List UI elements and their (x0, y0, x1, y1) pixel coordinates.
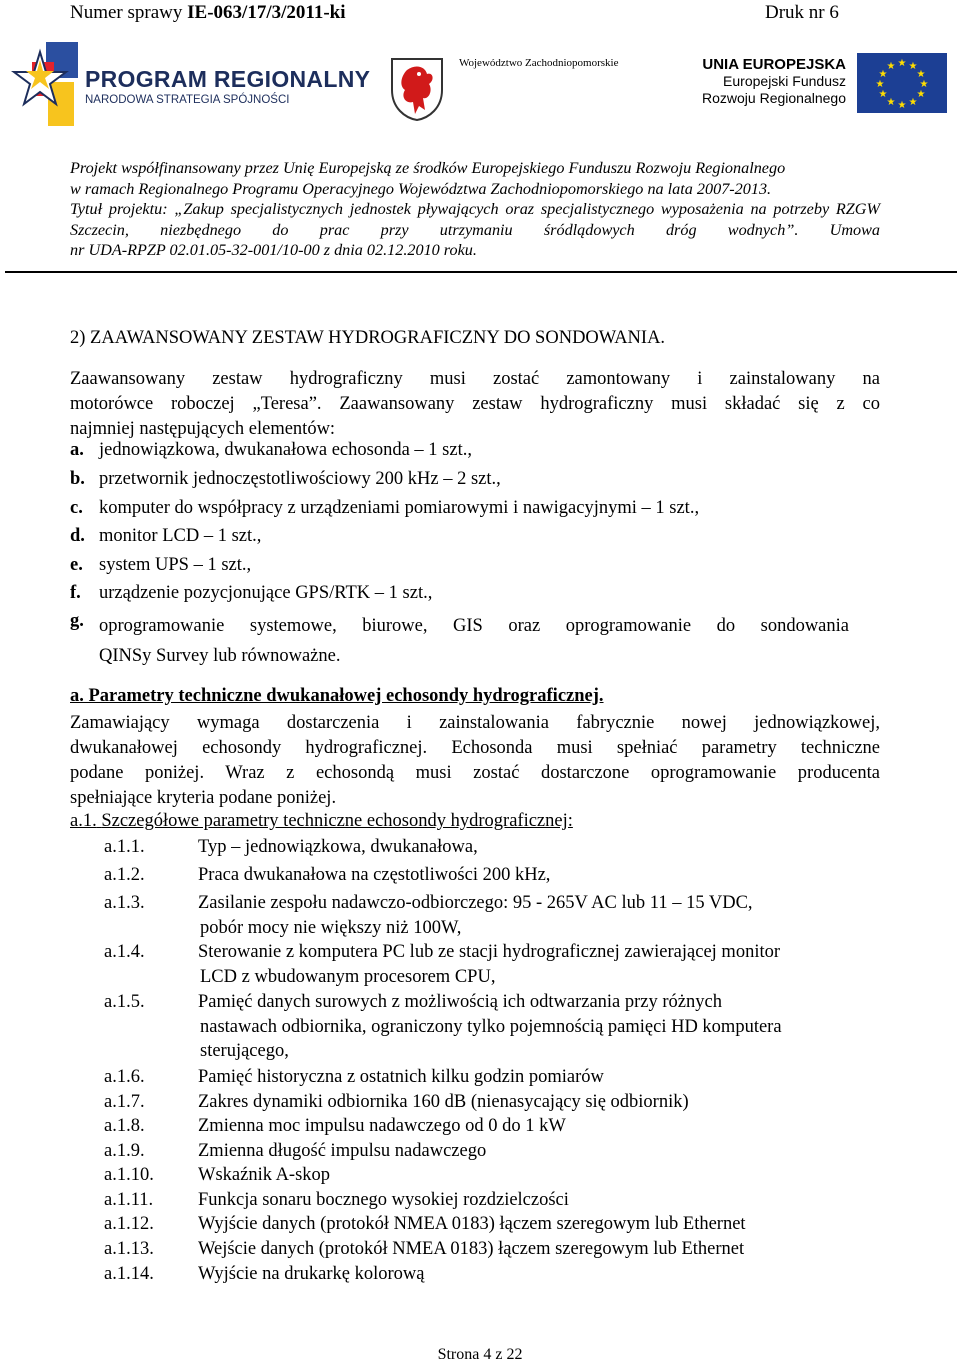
parameter-row (104, 1065, 884, 1090)
parameter-code: a.1.9. (104, 1141, 145, 1161)
parameter-code: a.1.6. (104, 1067, 145, 1087)
parameter-row (104, 990, 884, 1064)
parameter-code: a.1.1. (104, 837, 145, 857)
parameter-text: Wejście danych (protokół NMEA 0183) łączem szeregowym lub Ethernet (198, 1239, 745, 1259)
svg-text:★: ★ (908, 61, 918, 72)
parameter-text: Funkcja sonaru bocznego wysokiej rozdzielczości (198, 1190, 569, 1210)
svg-text:★: ★ (897, 58, 907, 69)
parameter-text: Wskaźnik A-skop (198, 1165, 331, 1185)
project-line-1: Projekt współfinansowany przez Unię Europejską ze środków Europejskiego Funduszu Rozwoju Regionalnego (70, 159, 786, 177)
intro-line-3: najmniej następujących elementów: (70, 419, 336, 439)
list-item: g. oprogramowanie systemowe, biurowe, GIS oraz oprogramowanie do sondowania QINSy Survey lub równoważne. (70, 611, 849, 666)
intro-line-1: Zaawansowany zestaw hydrograficzny musi zostać zamontowany i zainstalowany na (70, 369, 880, 389)
parameter-text: Zakres dynamiki odbiornika 160 dB (nienasycający się odbiornik) (198, 1092, 689, 1112)
parameter-code: a.1.5. (104, 992, 145, 1012)
project-cofinancing (70, 158, 880, 199)
header-divider (5, 271, 957, 273)
parameter-row (104, 1163, 884, 1188)
svg-text:★: ★ (916, 69, 926, 80)
project-title-last: nr UDA-RPZP 02.01.05-32-001/10-00 z dnia 02.12.2010 roku. (70, 241, 477, 259)
parameter-row (104, 891, 884, 940)
parameter-row (104, 863, 884, 888)
svg-text:★: ★ (908, 97, 918, 108)
svg-text:★: ★ (878, 89, 888, 100)
eu-label (690, 56, 846, 107)
parameter-code: a.1.4. (104, 942, 145, 962)
list-item: d. monitor LCD – 1 szt., (70, 526, 262, 546)
parameter-text: Pamięć historyczna z ostatnich kilku godzin pomiarów (198, 1067, 604, 1087)
parameter-text: Zmienna długość impulsu nadawczego (198, 1141, 487, 1161)
case-number-value: IE-063/17/3/2011-ki (187, 2, 346, 23)
parameter-row (104, 1262, 884, 1287)
svg-text:★: ★ (916, 89, 926, 100)
elements-list (70, 440, 880, 670)
parameter-row (104, 1090, 884, 1115)
parameter-text: Wyjście danych (protokół NMEA 0183) łączem szeregowym lub Ethernet (198, 1214, 746, 1234)
parameter-code: a.1.13. (104, 1239, 154, 1259)
svg-text:★: ★ (886, 61, 896, 72)
parameter-code: a.1.12. (104, 1214, 154, 1234)
subsection-a1-title: a.1. Szczegółowe parametry techniczne echosondy hydrograficznej: (70, 811, 573, 831)
list-item: a. jednowiązkowa, dwukanałowa echosonda – 1 szt., (70, 440, 472, 460)
parameter-code: a.1.7. (104, 1092, 145, 1112)
project-line-2: w ramach Regionalnego Programu Operacyjnego Województwa Zachodniopomorskiego na lata 2007-2013. (70, 179, 772, 198)
program-title: PROGRAM REGIONALNY (85, 66, 371, 92)
eu-title: UNIA EUROPEJSKA (702, 56, 846, 73)
svg-text:★: ★ (886, 97, 896, 108)
parameter-row (104, 1237, 884, 1262)
case-number: Numer sprawy IE-063/17/3/2011-ki (70, 2, 346, 23)
program-subtitle: NARODOWA STRATEGIA SPÓJNOŚCI (85, 94, 290, 106)
parameter-row (104, 1188, 884, 1213)
parameter-text: Praca dwukanałowa na częstotliwości 200 kHz, (198, 865, 551, 885)
eu-flag-icon (857, 53, 947, 113)
parameter-code: a.1.2. (104, 865, 145, 885)
eu-fund-line1: Europejski Fundusz (723, 73, 846, 89)
project-title-main: Tytuł projektu: „Zakup specjalistycznych jednostek pływających oraz specjalistycznego wyposażenia na potrzeby RZGW Szczecin, niezbędnego do prac przy utrzymaniu śródlądowych dróg wodnych”. Umowa (70, 200, 880, 239)
parameter-row (104, 1114, 884, 1139)
parameter-text: Typ – jednowiązkowa, dwukanałowa, (198, 837, 478, 857)
svg-text:★: ★ (878, 69, 888, 80)
parameter-row (104, 1139, 884, 1164)
program-regionalny-logo (8, 38, 371, 130)
subsection-a-title: a. Parametry techniczne dwukanałowej echosondy hydrograficznej. (70, 686, 604, 706)
print-number: Druk nr 6 (765, 2, 839, 23)
parameter-text: Zmienna moc impulsu nadawczego od 0 do 1 kW (198, 1116, 566, 1136)
list-item: c. komputer do współpracy z urządzeniami pomiarowymi i nawigacyjnymi – 1 szt., (70, 498, 700, 518)
project-title (70, 199, 880, 261)
parameter-text: Sterowanie z komputera PC lub ze stacji hydrograficznej zawierającej monitor (198, 942, 781, 962)
list-item: f. urządzenie pozycjonujące GPS/RTK – 1 szt., (70, 583, 433, 603)
parameter-row (104, 940, 884, 989)
voivodeship-label: Województwo Zachodniopomorskie (459, 57, 619, 69)
program-star-icon (8, 38, 88, 130)
parameter-text: LCD z wbudowanym procesorem CPU, (200, 966, 496, 987)
subsection-a-paragraph: Zamawiający wymaga dostarczenia i zainstalowania fabrycznie nowej jednowiązkowej, dwukanałowej echosondy hydrograficznej. Echosonda musi spełniać parametry techniczne podane poniżej. Wraz z echosondą musi zostać dostarczone oprogramowanie producenta spełniające kryteria podane poniżej. (70, 713, 880, 808)
list-item: b. przetwornik jednoczęstotliwościowy 200 kHz – 2 szt., (70, 469, 501, 489)
parameter-text: pobór mocy nie większy niż 100W, (200, 917, 462, 938)
parameter-row (104, 1212, 884, 1237)
svg-text:★: ★ (897, 100, 907, 111)
list-item: e. system UPS – 1 szt., (70, 555, 252, 575)
parameter-code: a.1.8. (104, 1116, 145, 1136)
section-title: 2) ZAAWANSOWANY ZESTAW HYDROGRAFICZNY DO SONDOWANIA. (70, 328, 666, 348)
griffin-crest-icon (389, 56, 445, 122)
parameter-code: a.1.14. (104, 1264, 154, 1284)
page-number: Strona 4 z 22 (437, 1346, 523, 1363)
parameter-text: Zasilanie zespołu nadawczo-odbiorczego: 95 - 265V AC lub 11 – 15 VDC, (198, 893, 753, 913)
parameter-text: Pamięć danych surowych z możliwością ich odtwarzania przy różnych (198, 992, 722, 1012)
parameter-code: a.1.3. (104, 893, 145, 913)
section-intro (70, 367, 880, 442)
svg-text:★: ★ (875, 79, 885, 90)
svg-text:★: ★ (919, 79, 929, 90)
parameter-row (104, 835, 884, 860)
parameter-code: a.1.10. (104, 1165, 154, 1185)
parameter-text: Wyjście na drukarkę kolorową (198, 1264, 425, 1284)
parameter-code: a.1.11. (104, 1190, 154, 1210)
parameter-text: nastawach odbiornika, ograniczony tylko pojemnością pamięci HD komputera (200, 1016, 782, 1037)
eu-fund-line2: Rozwoju Regionalnego (702, 90, 846, 106)
parameter-text: sterującego, (200, 1041, 289, 1061)
intro-line-2: motorówce roboczej „Teresa”. Zaawansowany zestaw hydrograficzny musi składać się z co (70, 394, 880, 414)
